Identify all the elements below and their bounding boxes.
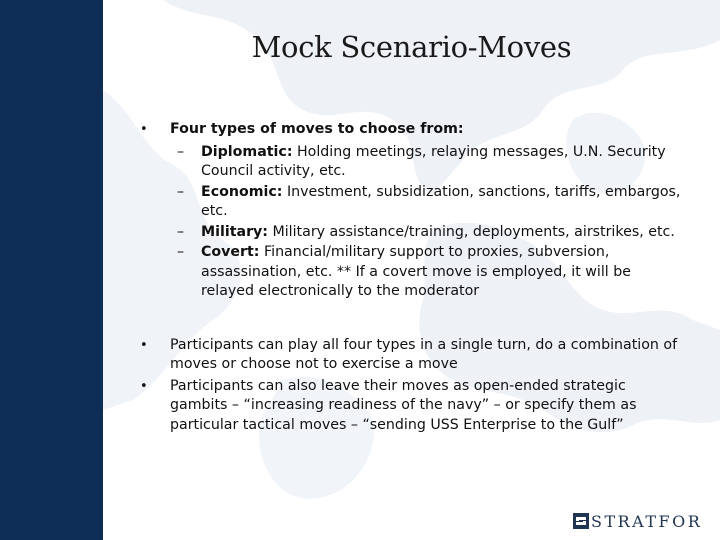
move-type-term: Diplomatic:	[201, 143, 293, 160]
slide-content	[140, 120, 685, 437]
move-type-term: Military:	[201, 223, 268, 240]
move-type-military	[140, 223, 685, 243]
spacer	[140, 303, 685, 336]
move-type-description: Holding meetings, relaying messages, U.N. Security Council activity, etc.	[201, 143, 666, 179]
move-type-description: Military assistance/training, deployments, airstrikes, etc.	[267, 223, 675, 240]
dash-marker: –	[177, 143, 185, 160]
move-type-diplomatic	[140, 143, 685, 182]
move-type-economic	[140, 183, 685, 222]
bullet-play-types	[140, 336, 685, 375]
slide-title: Mock Scenario-Moves	[251, 30, 572, 64]
left-sidebar-bar	[0, 0, 103, 540]
stratfor-logo	[573, 511, 702, 531]
move-type-term: Covert:	[201, 244, 260, 260]
bullet-dot: •	[140, 122, 148, 137]
bullet-text: Participants can also leave their moves as open-ended strategic gambits – “increasing readiness of the navy” – or specify them as particular tactical moves – “sending USS Enterprise to the Gulf”	[170, 377, 637, 433]
stratfor-logo-text: STRATFOR	[591, 511, 703, 531]
dash-marker: –	[177, 223, 185, 240]
stratfor-logo-icon	[573, 513, 589, 529]
bullet-dot: •	[140, 337, 148, 353]
bullet-dot: •	[140, 378, 148, 394]
move-type-list	[140, 143, 685, 302]
bullet-text: Participants can play all four types in a single turn, do a combination of moves or choose not to exercise a move	[170, 336, 678, 372]
move-type-description: Investment, subsidization, sanctions, tariffs, embargos, etc.	[201, 183, 681, 219]
move-type-term: Economic:	[201, 183, 283, 200]
bullet-open-ended	[140, 377, 685, 436]
dash-marker: –	[177, 183, 185, 200]
bullet-intro-text: Four types of moves to choose from:	[170, 121, 464, 137]
move-type-covert	[140, 243, 685, 302]
move-type-description: Financial/military support to proxies, subversion, assassination, etc. ** If a covert move is employed, it will be relayed electronically to the moderator	[201, 244, 631, 299]
dash-marker: –	[177, 244, 185, 260]
bullet-move-types	[140, 120, 685, 140]
